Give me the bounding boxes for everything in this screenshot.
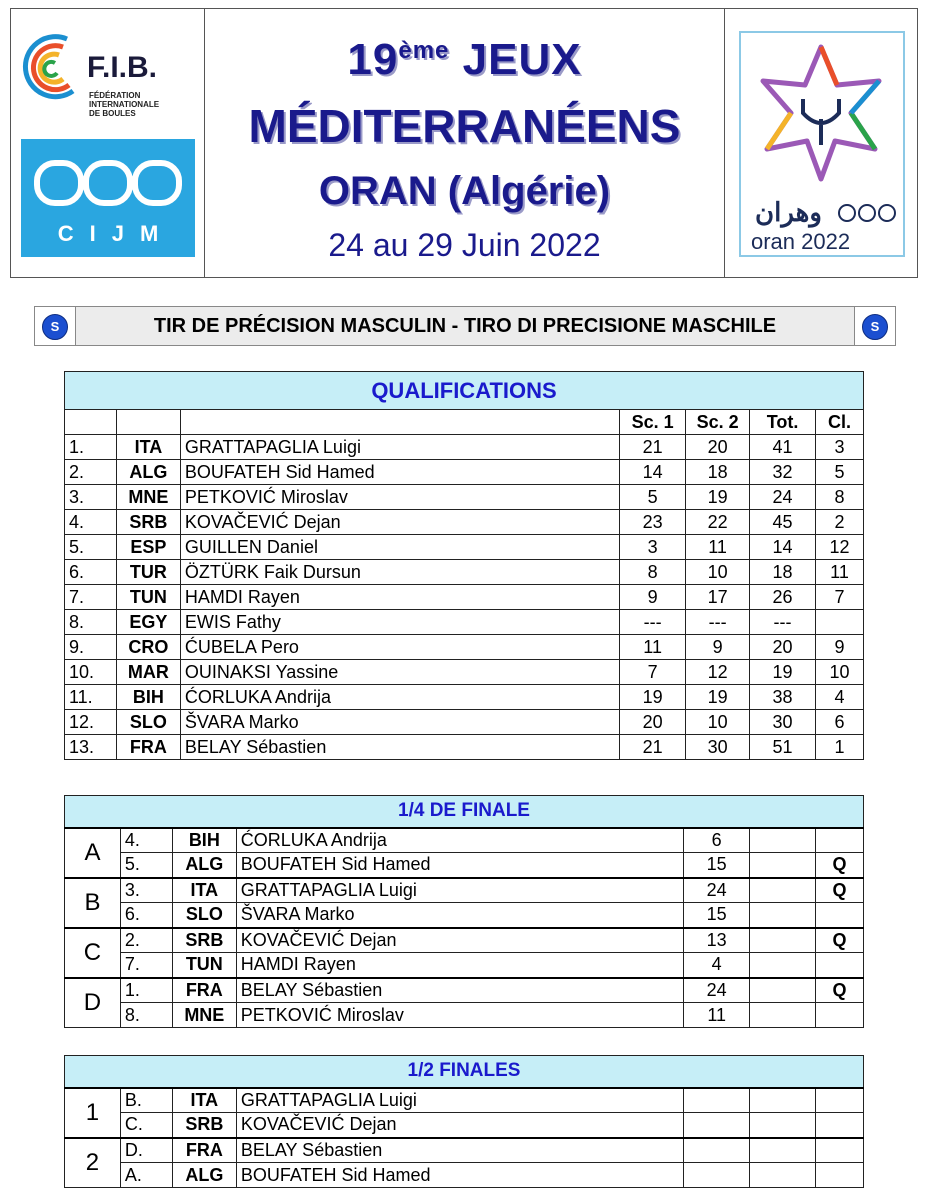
athlete-name: HAMDI Rayen xyxy=(180,585,619,610)
match-extra xyxy=(750,853,816,878)
match-score: 24 xyxy=(684,978,750,1003)
score-1: 14 xyxy=(620,460,686,485)
score-1: 19 xyxy=(620,685,686,710)
match-score: 24 xyxy=(684,878,750,903)
qualifications-table xyxy=(64,371,864,760)
qualified-mark xyxy=(815,903,863,928)
nation-code: MNE xyxy=(172,1003,236,1028)
classification: 1 xyxy=(816,735,864,760)
match-extra xyxy=(750,1138,816,1163)
nation-code: TUN xyxy=(172,953,236,978)
qualified-mark xyxy=(815,953,863,978)
header-left-logos xyxy=(11,9,205,277)
classification xyxy=(816,610,864,635)
oran-2022-logo xyxy=(739,31,905,257)
table-row xyxy=(65,660,864,685)
seed-number: 5. xyxy=(120,853,172,878)
qualified-mark: Q xyxy=(815,978,863,1003)
athlete-name: OUINAKSI Yassine xyxy=(180,660,619,685)
cijm-logo xyxy=(21,139,195,257)
rank-number: 1. xyxy=(65,435,117,460)
total-score: 26 xyxy=(750,585,816,610)
match-extra xyxy=(750,1113,816,1138)
qualified-mark: Q xyxy=(815,928,863,953)
qualified-mark xyxy=(816,1113,864,1138)
nation-code: EGY xyxy=(116,610,180,635)
match-group-label: 1 xyxy=(65,1088,121,1138)
seed-number: C. xyxy=(120,1113,172,1138)
event-banner xyxy=(34,306,896,346)
qualified-mark xyxy=(816,1138,864,1163)
athlete-name: GUILLEN Daniel xyxy=(180,535,619,560)
event-title: TIR DE PRÉCISION MASCULIN - TIRO DI PRECISIONE MASCHILE xyxy=(75,307,855,345)
athlete-name: BOUFATEH Sid Hamed xyxy=(236,853,683,878)
total-score: 14 xyxy=(750,535,816,560)
score-1: 23 xyxy=(620,510,686,535)
fib-subtitle-line2: DE BOULES xyxy=(89,109,136,118)
score-2: 20 xyxy=(686,435,750,460)
oran-rings-icon xyxy=(837,201,897,225)
table-row xyxy=(65,735,864,760)
nation-code: ALG xyxy=(116,460,180,485)
athlete-name: GRATTAPAGLIA Luigi xyxy=(180,435,619,460)
athlete-name: BELAY Sébastien xyxy=(236,1138,683,1163)
title-line2: MÉDITERRANÉENS xyxy=(248,100,681,152)
athlete-name: ŠVARA Marko xyxy=(180,710,619,735)
table-row xyxy=(65,610,864,635)
athlete-name: KOVAČEVIĆ Dejan xyxy=(236,1113,683,1138)
table-row xyxy=(65,535,864,560)
nation-code: ITA xyxy=(172,878,236,903)
seed-number: 1. xyxy=(120,978,172,1003)
rank-number: 4. xyxy=(65,510,117,535)
seed-number: B. xyxy=(120,1088,172,1113)
match-score: 4 xyxy=(684,953,750,978)
total-score: 20 xyxy=(750,635,816,660)
score-2: 19 xyxy=(686,485,750,510)
seed-number: 6. xyxy=(120,903,172,928)
nation-code: SRB xyxy=(172,1113,236,1138)
table-row xyxy=(65,685,864,710)
classification: 10 xyxy=(816,660,864,685)
rank-number: 7. xyxy=(65,585,117,610)
score-2: --- xyxy=(686,610,750,635)
athlete-name: PETKOVIĆ Miroslav xyxy=(236,1003,683,1028)
rank-number: 5. xyxy=(65,535,117,560)
score-2: 18 xyxy=(686,460,750,485)
match-extra xyxy=(750,953,816,978)
total-score: 19 xyxy=(750,660,816,685)
nation-code: SLO xyxy=(116,710,180,735)
score-2: 19 xyxy=(686,685,750,710)
total-score: 45 xyxy=(750,510,816,535)
rank-number: 3. xyxy=(65,485,117,510)
athlete-name: BELAY Sébastien xyxy=(180,735,619,760)
rank-number: 11. xyxy=(65,685,117,710)
qualifications-rows xyxy=(65,435,864,760)
table-row xyxy=(65,1088,864,1113)
match-group-label: A xyxy=(65,828,121,878)
fib-name: F.I.B. xyxy=(87,51,158,84)
classification: 6 xyxy=(816,710,864,735)
sport-badge-icon: S xyxy=(42,314,68,340)
nation-code: MAR xyxy=(116,660,180,685)
nation-code: SLO xyxy=(172,903,236,928)
athlete-name: BOUFATEH Sid Hamed xyxy=(180,460,619,485)
fib-subtitle xyxy=(89,91,199,118)
match-extra xyxy=(750,1003,816,1028)
athlete-name: ĆORLUKA Andrija xyxy=(236,828,683,853)
cijm-rings-icon xyxy=(33,153,183,213)
score-2: 17 xyxy=(686,585,750,610)
nation-code: SRB xyxy=(116,510,180,535)
col-header-cl: Cl. xyxy=(816,410,864,435)
table-row xyxy=(65,585,864,610)
seed-number: A. xyxy=(120,1163,172,1188)
total-score: 32 xyxy=(750,460,816,485)
classification: 2 xyxy=(816,510,864,535)
match-extra xyxy=(750,1088,816,1113)
match-score: 6 xyxy=(684,828,750,853)
athlete-name: ÖZTÜRK Faik Dursun xyxy=(180,560,619,585)
header-blank xyxy=(116,410,180,435)
fib-logo xyxy=(19,29,199,121)
table-row xyxy=(65,485,864,510)
title-line1-rest: JEUX xyxy=(449,35,582,84)
match-extra xyxy=(750,903,816,928)
athlete-name: ŠVARA Marko xyxy=(236,903,683,928)
nation-code: FRA xyxy=(172,1138,236,1163)
qualified-mark xyxy=(816,1088,864,1113)
seed-number: D. xyxy=(120,1138,172,1163)
table-row xyxy=(65,953,864,978)
score-2: 22 xyxy=(686,510,750,535)
match-extra xyxy=(750,828,816,853)
table-row xyxy=(65,1113,864,1138)
match-group-label: D xyxy=(65,978,121,1028)
score-1: 3 xyxy=(620,535,686,560)
score-2: 10 xyxy=(686,560,750,585)
classification: 11 xyxy=(816,560,864,585)
classification: 12 xyxy=(816,535,864,560)
athlete-name: BELAY Sébastien xyxy=(236,978,683,1003)
table-row xyxy=(65,560,864,585)
rank-number: 2. xyxy=(65,460,117,485)
header-blank xyxy=(65,410,117,435)
col-header-sc1: Sc. 1 xyxy=(620,410,686,435)
semi-finals-title: 1/2 FINALES xyxy=(65,1056,864,1088)
nation-code: FRA xyxy=(116,735,180,760)
match-group-label: C xyxy=(65,928,121,978)
rank-number: 13. xyxy=(65,735,117,760)
oran-latin: oran 2022 xyxy=(751,229,851,254)
table-row xyxy=(65,1003,864,1028)
score-1: 11 xyxy=(620,635,686,660)
seed-number: 7. xyxy=(120,953,172,978)
match-score: 15 xyxy=(684,903,750,928)
match-group-label: B xyxy=(65,878,121,928)
athlete-name: GRATTAPAGLIA Luigi xyxy=(236,878,683,903)
table-row xyxy=(65,635,864,660)
table-row xyxy=(65,978,864,1003)
score-2: 9 xyxy=(686,635,750,660)
match-extra xyxy=(750,978,816,1003)
score-2: 11 xyxy=(686,535,750,560)
table-row xyxy=(65,1163,864,1188)
col-header-tot: Tot. xyxy=(750,410,816,435)
total-score: 38 xyxy=(750,685,816,710)
rank-number: 8. xyxy=(65,610,117,635)
seed-number: 3. xyxy=(120,878,172,903)
score-2: 12 xyxy=(686,660,750,685)
fib-subtitle-line1: FÉDÉRATION INTERNATIONALE xyxy=(89,91,160,109)
nation-code: FRA xyxy=(172,978,236,1003)
total-score: 18 xyxy=(750,560,816,585)
nation-code: ITA xyxy=(172,1088,236,1113)
qualified-mark: Q xyxy=(815,853,863,878)
cijm-label: CIJM xyxy=(57,221,175,246)
nation-code: ALG xyxy=(172,1163,236,1188)
score-1: 21 xyxy=(620,435,686,460)
nation-code: MNE xyxy=(116,485,180,510)
quarter-finals-title: 1/4 DE FINALE xyxy=(65,796,864,828)
athlete-name: HAMDI Rayen xyxy=(236,953,683,978)
quarter-finals-rows xyxy=(65,828,864,1028)
header-right-logo xyxy=(725,9,919,277)
athlete-name: ĆUBELA Pero xyxy=(180,635,619,660)
score-1: 7 xyxy=(620,660,686,685)
score-1: 8 xyxy=(620,560,686,585)
match-score xyxy=(684,1113,750,1138)
total-score: 24 xyxy=(750,485,816,510)
rank-number: 6. xyxy=(65,560,117,585)
oran-star-emblem-icon xyxy=(741,33,903,193)
rank-number: 10. xyxy=(65,660,117,685)
qualified-mark xyxy=(815,1003,863,1028)
classification: 3 xyxy=(816,435,864,460)
match-group-label: 2 xyxy=(65,1138,121,1188)
total-score: 41 xyxy=(750,435,816,460)
rank-number: 12. xyxy=(65,710,117,735)
athlete-name: GRATTAPAGLIA Luigi xyxy=(236,1088,683,1113)
score-2: 30 xyxy=(686,735,750,760)
score-1: 21 xyxy=(620,735,686,760)
qualified-mark: Q xyxy=(815,878,863,903)
total-score: 51 xyxy=(750,735,816,760)
sport-badge-icon: S xyxy=(862,314,888,340)
match-extra xyxy=(750,878,816,903)
semi-finals-rows xyxy=(65,1088,864,1188)
header-blank xyxy=(180,410,619,435)
classification: 5 xyxy=(816,460,864,485)
match-score xyxy=(684,1088,750,1113)
table-row xyxy=(65,710,864,735)
score-1: 5 xyxy=(620,485,686,510)
match-score: 13 xyxy=(684,928,750,953)
athlete-name: KOVAČEVIĆ Dejan xyxy=(180,510,619,535)
classification: 9 xyxy=(816,635,864,660)
athlete-name: PETKOVIĆ Miroslav xyxy=(180,485,619,510)
seed-number: 8. xyxy=(120,1003,172,1028)
nation-code: SRB xyxy=(172,928,236,953)
table-row xyxy=(65,828,864,853)
header-title-block xyxy=(205,9,725,277)
seed-number: 4. xyxy=(120,828,172,853)
athlete-name: KOVAČEVIĆ Dejan xyxy=(236,928,683,953)
rank-number: 9. xyxy=(65,635,117,660)
nation-code: ITA xyxy=(116,435,180,460)
seed-number: 2. xyxy=(120,928,172,953)
nation-code: CRO xyxy=(116,635,180,660)
quarter-finals-table xyxy=(64,795,864,1028)
athlete-name: EWIS Fathy xyxy=(180,610,619,635)
nation-code: TUR xyxy=(116,560,180,585)
match-score xyxy=(684,1163,750,1188)
table-row xyxy=(65,1138,864,1163)
match-score: 15 xyxy=(684,853,750,878)
total-score: --- xyxy=(750,610,816,635)
classification: 8 xyxy=(816,485,864,510)
table-row xyxy=(65,435,864,460)
table-row xyxy=(65,853,864,878)
nation-code: TUN xyxy=(116,585,180,610)
qualified-mark xyxy=(815,828,863,853)
classification: 4 xyxy=(816,685,864,710)
title-dates: 24 au 29 Juin 2022 xyxy=(328,227,601,263)
classification: 7 xyxy=(816,585,864,610)
match-score: 11 xyxy=(684,1003,750,1028)
athlete-name: BOUFATEH Sid Hamed xyxy=(236,1163,683,1188)
table-row xyxy=(65,878,864,903)
qualified-mark xyxy=(816,1163,864,1188)
header-box xyxy=(10,8,918,278)
score-1: 9 xyxy=(620,585,686,610)
nation-code: BIH xyxy=(172,828,236,853)
score-1: 20 xyxy=(620,710,686,735)
oran-arabic: وهران xyxy=(755,197,822,227)
table-row xyxy=(65,510,864,535)
qualifications-title: QUALIFICATIONS xyxy=(65,372,864,410)
nation-code: ALG xyxy=(172,853,236,878)
total-score: 30 xyxy=(750,710,816,735)
nation-code: ESP xyxy=(116,535,180,560)
col-header-sc2: Sc. 2 xyxy=(686,410,750,435)
athlete-name: ĆORLUKA Andrija xyxy=(180,685,619,710)
table-row xyxy=(65,928,864,953)
score-2: 10 xyxy=(686,710,750,735)
title-line1-sup: ème xyxy=(398,37,450,64)
score-1: --- xyxy=(620,610,686,635)
table-row xyxy=(65,903,864,928)
nation-code: BIH xyxy=(116,685,180,710)
title-line1-number: 19 xyxy=(347,35,399,84)
semi-finals-table xyxy=(64,1055,864,1188)
fib-emblem-icon xyxy=(19,29,83,113)
table-row xyxy=(65,460,864,485)
match-score xyxy=(684,1138,750,1163)
match-extra xyxy=(750,1163,816,1188)
title-line1 xyxy=(205,35,724,85)
title-line3: ORAN (Algérie) xyxy=(318,169,611,213)
match-extra xyxy=(750,928,816,953)
